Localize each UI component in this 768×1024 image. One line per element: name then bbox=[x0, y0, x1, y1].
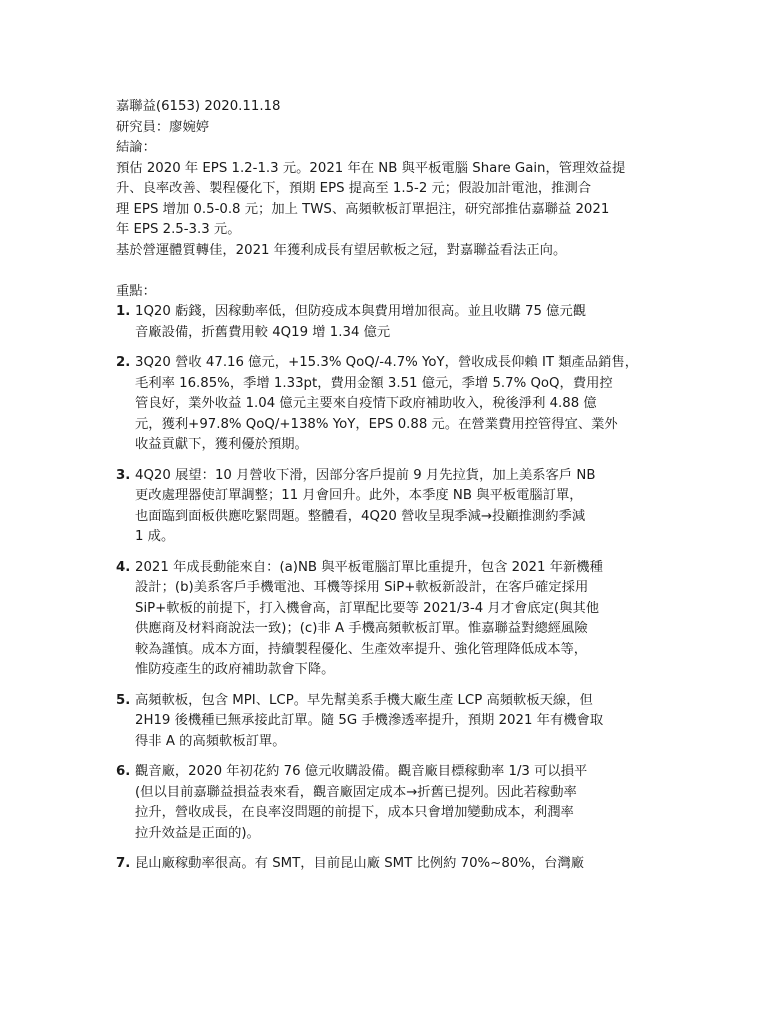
document-title: 嘉聯益(6153) 2020.11.18 bbox=[116, 99, 281, 114]
item-number: 6. bbox=[116, 764, 131, 779]
item-line: 2021 年成長動能來自：(a)NB 與平板電腦訂單比重提升，包含 2021 年新機種 bbox=[135, 559, 603, 575]
item-line: 音廠設備，折舊費用較 4Q19 增 1.34 億元 bbox=[135, 324, 391, 340]
item-line: 惟防疫產生的政府補助款會下降。 bbox=[135, 662, 335, 677]
item-number: 3. bbox=[116, 467, 131, 483]
conclusion-line: 年 EPS 2.5-3.3 元。 bbox=[116, 222, 241, 237]
conclusion-summary: 基於營運體質轉佳，2021 年獲利成長有望居軟板之冠，對嘉聯益看法正向。 bbox=[116, 242, 567, 258]
list-item bbox=[116, 466, 664, 548]
item-line: 1 成。 bbox=[135, 529, 175, 544]
item-line: 更改處理器使訂單調整；11 月會回升。此外，本季度 NB 與平板電腦訂單， bbox=[135, 488, 583, 503]
list-item bbox=[116, 691, 664, 753]
item-line: SiP+軟板的前提下，打入機會高，訂單配比要等 2021/3-4 月才會底定(與其他 bbox=[135, 600, 599, 616]
key-points-list bbox=[116, 302, 664, 875]
item-line: 高頻軟板，包含 MPI、LCP。早先幫美系手機大廠生產 LCP 高頻軟板天線，但 bbox=[135, 692, 593, 708]
item-line: 管良好，業外收益 1.04 億元主要來自疫情下政府補助收入，稅後淨利 4.88 億 bbox=[135, 396, 597, 411]
item-line: 拉升，營收成長，在良率沒問題的前提下，成本只會增加變動成本，利潤率 bbox=[135, 805, 574, 820]
list-item bbox=[116, 558, 664, 681]
conclusion-paragraph bbox=[116, 159, 664, 262]
item-number: 7. bbox=[116, 856, 131, 871]
item-line: 較為謹慎。成本方面，持續製程優化、生產效率提升、強化管理降低成本等， bbox=[135, 641, 588, 657]
item-line: 得非 A 的高頻軟板訂單。 bbox=[135, 733, 286, 749]
item-number: 5. bbox=[116, 692, 131, 708]
spacer bbox=[116, 261, 664, 282]
list-item bbox=[116, 302, 664, 343]
item-line: 也面臨到面板供應吃緊問題。整體看，4Q20 營收呈現季減→投顧推測約季減 bbox=[135, 508, 586, 524]
conclusion-line: 預估 2020 年 EPS 1.2-1.3 元。2021 年在 NB 與平板電腦 Share Gain，管理效益提 bbox=[116, 160, 626, 176]
conclusion-line: 升、良率改善、製程優化下，預期 EPS 提高至 1.5-2 元；假設加計電池，推測合 bbox=[116, 181, 592, 196]
item-line: 3Q20 營收 47.16 億元，+15.3% QoQ/-4.7% YoY，營收成長仰賴 IT 類產品銷售， bbox=[135, 355, 639, 370]
document-page bbox=[116, 97, 664, 885]
item-line: 4Q20 展望：10 月營收下滑，因部分客戶提前 9 月先拉貨，加上美系客戶 NB bbox=[135, 467, 596, 483]
list-item bbox=[116, 762, 664, 844]
item-line: 2H19 後機種已無承接此訂單。隨 5G 手機滲透率提升，預期 2021 年有機會取 bbox=[135, 713, 604, 728]
item-line: 拉升效益是正面的)。 bbox=[135, 825, 260, 841]
item-line: (但以目前嘉聯益損益表來看，觀音廠固定成本→折舊已提列。因此若稼動率 bbox=[135, 784, 577, 800]
conclusion-label: 結論： bbox=[116, 140, 156, 155]
list-item bbox=[116, 353, 664, 456]
item-line: 設計；(b)美系客戶手機電池、耳機等採用 SiP+軟板新設計，在客戶確定採用 bbox=[135, 580, 589, 595]
item-number: 1. bbox=[116, 304, 131, 319]
item-number: 2. bbox=[116, 355, 131, 370]
item-line: 毛利率 16.85%，季增 1.33pt，費用金額 3.51 億元，季增 5.7% QoQ，費用控 bbox=[135, 375, 613, 391]
key-points-label: 重點： bbox=[116, 283, 156, 299]
conclusion-line: 理 EPS 增加 0.5-0.8 元；加上 TWS、高頻軟板訂單挹注，研究部推估嘉聯益 2021 bbox=[116, 201, 610, 217]
list-item bbox=[116, 854, 664, 875]
item-line: 1Q20 虧錢，因稼動率低，但防疫成本與費用增加很高。並且收購 75 億元觀 bbox=[135, 304, 587, 319]
item-number: 4. bbox=[116, 559, 131, 575]
item-line: 元，獲利+97.8% QoQ/+138% YoY，EPS 0.88 元。在營業費用控管得宜、業外 bbox=[135, 416, 618, 432]
item-line: 觀音廠，2020 年初花約 76 億元收購設備。觀音廠目標稼動率 1/3 可以損平 bbox=[135, 764, 588, 779]
item-line: 收益貢獻下，獲利優於預期。 bbox=[135, 437, 308, 452]
item-line: 昆山廠稼動率很高。有 SMT，目前昆山廠 SMT 比例約 70%~80%，台灣廠 bbox=[135, 856, 585, 871]
analyst-line: 研究員：廖婉婷 bbox=[116, 119, 210, 135]
item-line: 供應商及材料商說法一致)；(c)非 A 手機高頻軟板訂單。惟嘉聯益對總經風險 bbox=[135, 621, 588, 636]
